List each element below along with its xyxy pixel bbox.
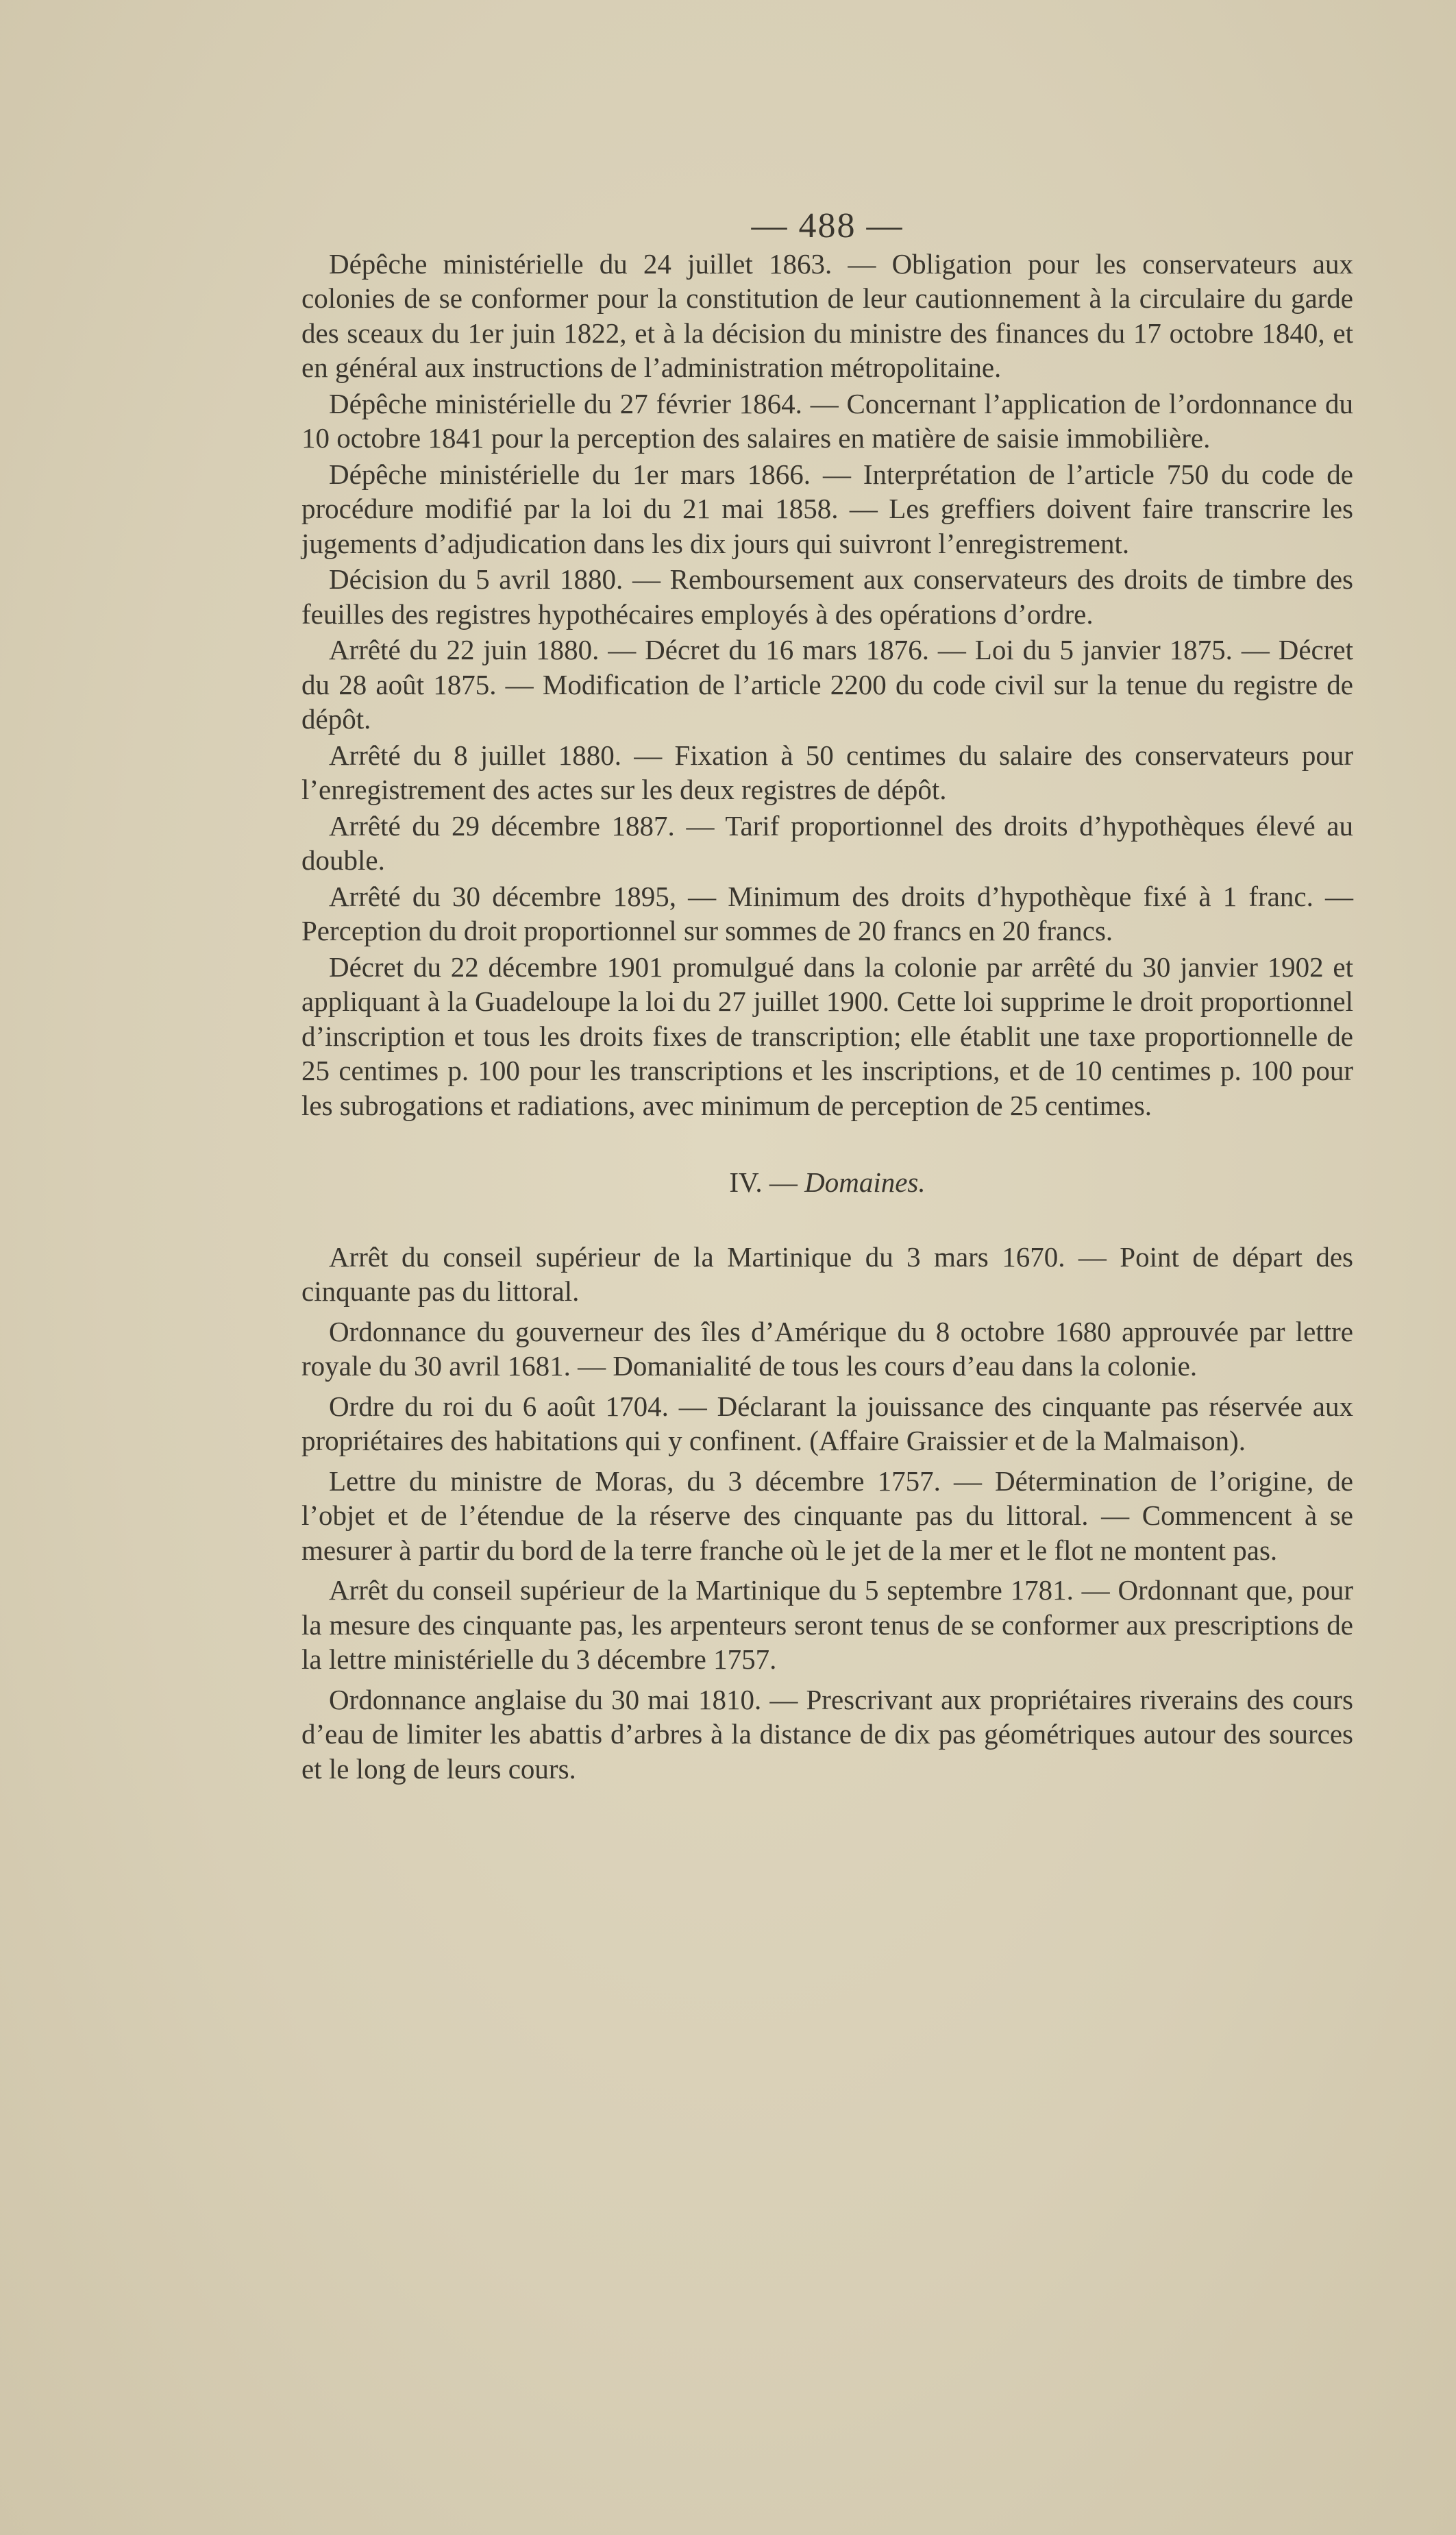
entry-1781: Arrêt du conseil supérieur de la Martinique du 5 septembre 1781. — Ordonnant que, pour la mesure des cinquante pas, les arpenteurs seront tenus de se conformer aux prescriptions de la lettre ministérielle du 3 décembre 1757.	[301, 1574, 1353, 1675]
section-number: IV.	[729, 1166, 763, 1198]
entry-1810: Ordonnance anglaise du 30 mai 1810. — Prescrivant aux propriétaires riverains des cours d’eau de limiter les abattis d’arbres à la distance de dix pas géométriques autour des sources et le long de leurs cours.	[301, 1683, 1353, 1785]
entry-1866: Dépêche ministérielle du 1er mars 1866. — Interprétation de l’article 750 du code de procédure modifié par la loi du 21 mai 1858. — Les greffiers doivent faire transcrire les jugements d’adjudication dans les dix jours qui suivront l’enregistrement.	[301, 458, 1353, 559]
section-dash: —	[762, 1166, 805, 1198]
entry-1757: Lettre du ministre de Moras, du 3 décembre 1757. — Détermination de l’origine, de l’objet et de l’étendue de la réserve des cinquante pas du littoral. — Commencent à se mesurer à partir du bord de la terre franche où le jet de la mer et le flot ne montent pas.	[301, 1465, 1353, 1566]
entry-1680: Ordonnance du gouverneur des îles d’Amérique du 8 octobre 1680 approuvée par lettre royale du 30 avril 1681. — Domanialité de tous les cours d’eau dans la colonie.	[301, 1315, 1353, 1382]
entry-1880-avril: Décision du 5 avril 1880. — Remboursement aux conservateurs des droits de timbre des feuilles des registres hypothécaires employés à des opérations d’ordre.	[301, 563, 1353, 630]
section-title: Domaines.	[804, 1166, 926, 1198]
entry-1880-juin: Arrêté du 22 juin 1880. — Décret du 16 mars 1876. — Loi du 5 janvier 1875. — Décret du 28 août 1875. — Modification de l’article 2200 du code civil sur la tenue du registre de dépôt.	[301, 634, 1353, 735]
entry-1670: Arrêt du conseil supérieur de la Martinique du 3 mars 1670. — Point de départ des cinquante pas du littoral.	[301, 1240, 1353, 1307]
legislation-list-domaines	[301, 1240, 1353, 1787]
section-heading	[301, 1165, 1353, 1200]
entry-1864: Dépêche ministérielle du 27 février 1864. — Concernant l’application de l’ordonnance du 10 octobre 1841 pour la perception des salaires en matière de saisie immobilière.	[301, 387, 1353, 454]
entry-1901: Décret du 22 décembre 1901 promulgué dans la colonie par arrêté du 30 janvier 1902 et appliquant à la Guadeloupe la loi du 27 juillet 1900. Cette loi supprime le droit proportionnel d’inscription et tous les droits fixes de transcription; elle établit une taxe proportionnelle de 25 centimes p. 100 pour les transcriptions et les inscriptions, et de 10 centimes p. 100 pour les subrogations et radiations, avec minimum de perception de 25 centimes.	[301, 951, 1353, 1121]
entry-1704: Ordre du roi du 6 août 1704. — Déclarant la jouissance des cinquante pas réservée aux propriétaires des habitations qui y confinent. (Affaire Graissier et de la Malmaison).	[301, 1390, 1353, 1456]
page-body	[301, 206, 1353, 1786]
page-number: — 488 —	[751, 206, 904, 245]
entry-1863: Dépêche ministérielle du 24 juillet 1863. — Obligation pour les conservateurs aux colonies de se conformer pour la constitution de leur cautionnement à la circulaire du garde des sceaux du 1er juin 1822, et à la décision du ministre des finances du 17 octobre 1840, et en général aux instructions de l’administration métropolitaine.	[301, 247, 1353, 383]
entry-1880-juillet: Arrêté du 8 juillet 1880. — Fixation à 50 centimes du salaire des conservateurs pour l’enregistrement des actes sur les deux registres de dépôt.	[301, 739, 1353, 805]
entry-1887: Arrêté du 29 décembre 1887. — Tarif proportionnel des droits d’hypothèques élevé au double.	[301, 809, 1353, 876]
entry-1895: Arrêté du 30 décembre 1895, — Minimum des droits d’hypothèque fixé à 1 franc. — Perception du droit proportionnel sur sommes de 20 francs en 20 francs.	[301, 880, 1353, 946]
legislation-list-part1	[301, 247, 1353, 1123]
